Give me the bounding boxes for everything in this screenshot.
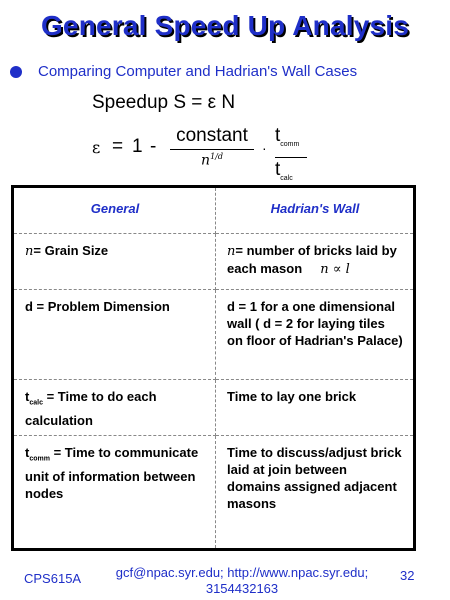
table-cell-lay-brick: Time to lay one brick <box>216 380 413 436</box>
table-cell-t-calc: $t_{calc}$ = Time to do each calculation <box>14 380 216 436</box>
header-general: General <box>14 188 216 234</box>
fraction-bar <box>170 149 254 150</box>
multiply-dot: · <box>262 140 267 156</box>
table-cell-grain-size: n= Grain Size <box>14 234 216 290</box>
page-number: 32 <box>400 568 415 583</box>
equals-sign: = <box>112 136 124 157</box>
comparison-table <box>11 185 416 551</box>
epsilon-symbol: ε <box>92 138 101 157</box>
header-hadrians-wall: Hadrian's Wall <box>216 188 413 234</box>
proportional-note: n ∝ l <box>320 262 350 277</box>
time-ratio-fraction <box>275 126 311 189</box>
efficiency-formula <box>92 125 332 182</box>
fraction-denominator: $n^{1/d}$ <box>201 152 223 169</box>
contact-info: gcf@npac.syr.edu; http://www.npac.syr.edu; 3154432163 <box>115 565 369 596</box>
fraction-numerator: constant <box>176 125 248 146</box>
one-term: 1 <box>132 136 143 157</box>
bullet-text: Comparing Computer and Hadrian's Wall Cases <box>38 63 358 80</box>
bullet-item <box>10 63 357 80</box>
table-cell-t-comm: $t_{comm}$ = Time to communicate unit of information between nodes <box>14 436 216 548</box>
speedup-formula: Speedup S = ε N <box>92 92 236 113</box>
table-cell-problem-dimension: d = Problem Dimension <box>14 290 216 380</box>
table-cell-wall-dimension: d = 1 for a one dimensional wall ( d = 2 for laying tiles on floor of Hadrian's Palace) <box>216 290 413 380</box>
table-cell-bricks-per-mason: n= number of bricks laid by each mason n ∝ l <box>216 234 413 290</box>
ratio-bar <box>275 157 307 158</box>
t-calc-term: $t_{calc}$ <box>275 158 293 182</box>
table-cell-discuss-brick: Time to discuss/adjust brick laid at join between domains assigned adjacent masons <box>227 445 402 511</box>
constant-fraction <box>170 126 254 169</box>
slide-title: General Speed Up Analysis <box>40 10 410 41</box>
t-comm-term: $t_{comm}$ <box>275 125 300 148</box>
bullet-dot-icon <box>10 66 22 78</box>
minus-sign: - <box>150 136 157 157</box>
course-code: CPS615A <box>24 571 82 586</box>
